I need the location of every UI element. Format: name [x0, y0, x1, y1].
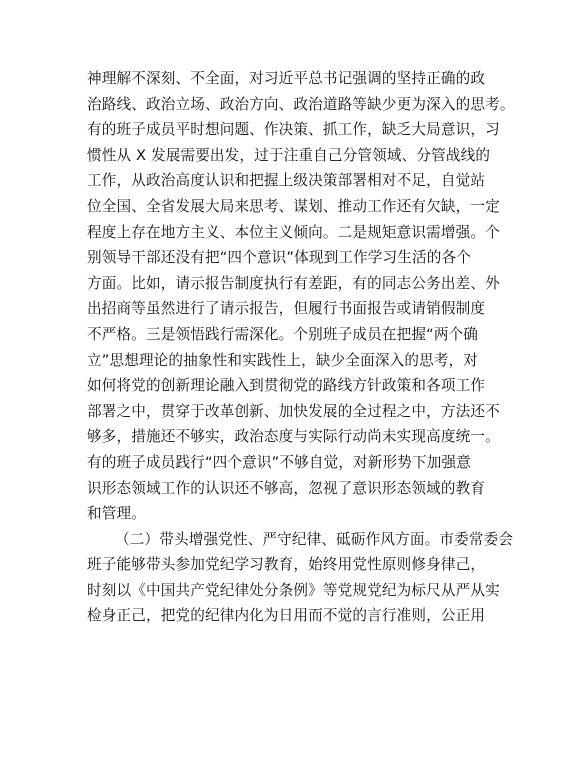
text-line: 班子能够带头参加党纪学习教育，始终用党性原则修身律己， — [87, 556, 486, 574]
text-line: 惯性从 X 发展需要出发，过于注重自己分管领域、分管战线的 — [87, 146, 491, 164]
text-line: 不严格。三是领悟践行需深化。个别班子成员在把握“两个确 — [87, 325, 479, 343]
text-line: 方面。比如，请示报告制度执行有差距，有的同志公务出差、外 — [87, 274, 500, 292]
text-line: 程度上存在地方主义、本位主义倾向。二是规矩意识需增强。个 — [87, 223, 500, 241]
text-line: 立”思想理论的抽象性和实践性上，缺少全面深入的思考，对 — [87, 351, 479, 369]
text-line: 治路线、政治立场、政治方向、政治道路等缺少更为深入的思考。 — [87, 95, 515, 113]
text-line: 够多，措施还不够实，政治态度与实际行动尚未实现高度统一。 — [87, 428, 500, 446]
body-text — [87, 66, 527, 629]
text-line: 位全国、全省发展大局来思考、谋划、推动工作还有欠缺，一定 — [87, 197, 500, 215]
text-line: 和管理。 — [87, 505, 146, 523]
text-line: 有的班子成员平时想问题、作决策、抓工作，缺乏大局意识，习 — [87, 121, 500, 139]
text-line: 出招商等虽然进行了请示报告，但履行书面报告或请销假制度 — [87, 300, 486, 318]
text-line: 如何将党的创新理论融入到贯彻党的路线方针政策和各项工作 — [87, 377, 486, 395]
text-line: 时刻以《中国共产党纪律处分条例》等党规党纪为标尺从严从实 — [87, 581, 500, 599]
text-line: 有的班子成员践行“四个意识”不够自觉，对新形势下加强意 — [87, 453, 472, 471]
text-line: 神理解不深刻、不全面，对习近平总书记强调的坚持正确的政 — [87, 70, 486, 87]
text-line: 识形态领域工作的认识还不够高，忽视了意识形态领域的教育 — [87, 479, 486, 497]
text-line: 部署之中，贯穿于改革创新、加快发展的全过程之中，方法还不 — [87, 402, 500, 420]
text-line: 工作，从政治高度认识和把握上级决策部署相对不足，自觉站 — [87, 172, 486, 190]
section-heading-line: （二）带头增强党性、严守纪律、砥砺作风方面。市委常委会 — [115, 530, 514, 548]
text-line: 别领导干部还没有把“四个意识”体现到工作学习生活的各个 — [87, 249, 472, 267]
text-line: 检身正己，把党的纪律内化为日用而不觉的言行准则，公正用 — [87, 607, 486, 625]
